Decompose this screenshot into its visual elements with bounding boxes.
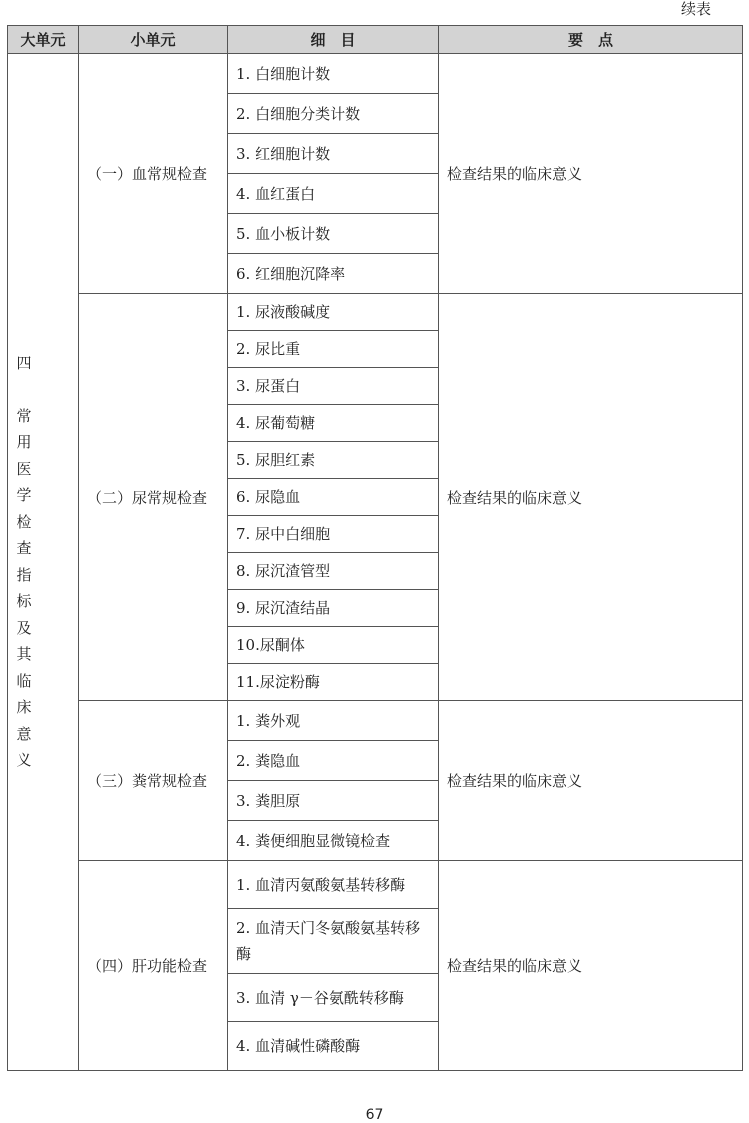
detail-item: 2. 白细胞分类计数 xyxy=(228,94,439,134)
detail-item: 4. 尿葡萄糖 xyxy=(228,405,439,442)
continued-label: 续表 xyxy=(680,0,711,18)
header-point: 要 点 xyxy=(439,26,743,54)
detail-item: 3. 粪胆原 xyxy=(228,781,439,821)
syllabus-table xyxy=(7,25,743,1071)
table-header-row xyxy=(8,26,743,54)
table-row xyxy=(8,294,743,331)
unit-cell xyxy=(8,54,79,1071)
detail-item: 5. 血小板计数 xyxy=(228,214,439,254)
detail-item: 2. 尿比重 xyxy=(228,331,439,368)
detail-item: 8. 尿沉渣管型 xyxy=(228,553,439,590)
detail-item: 6. 红细胞沉降率 xyxy=(228,254,439,294)
detail-item: 2. 血清天门冬氨酸氨基转移酶 xyxy=(228,909,439,974)
detail-item: 6. 尿隐血 xyxy=(228,479,439,516)
detail-item: 1. 血清丙氨酸氨基转移酶 xyxy=(228,861,439,909)
detail-item: 4. 血清碱性磷酸酶 xyxy=(228,1022,439,1071)
detail-item: 10.尿酮体 xyxy=(228,627,439,664)
detail-item: 11.尿淀粉酶 xyxy=(228,664,439,701)
detail-item: 3. 红细胞计数 xyxy=(228,134,439,174)
subunit-urine-routine: （二）尿常规检查 xyxy=(79,294,228,701)
point-blood-routine: 检查结果的临床意义 xyxy=(439,54,743,294)
subunit-stool-routine: （三）粪常规检查 xyxy=(79,701,228,861)
unit-number: 四 xyxy=(16,354,32,373)
table-row xyxy=(8,54,743,94)
header-unit: 大单元 xyxy=(8,26,79,54)
header-detail: 细 目 xyxy=(228,26,439,54)
point-stool-routine: 检查结果的临床意义 xyxy=(439,701,743,861)
detail-item: 2. 粪隐血 xyxy=(228,741,439,781)
detail-item: 1. 粪外观 xyxy=(228,701,439,741)
detail-item: 3. 血清 γ－谷氨酰转移酶 xyxy=(228,974,439,1022)
table-row xyxy=(8,701,743,741)
header-subunit: 小单元 xyxy=(79,26,228,54)
detail-item: 1. 尿液酸碱度 xyxy=(228,294,439,331)
detail-item: 7. 尿中白细胞 xyxy=(228,516,439,553)
detail-item: 4. 血红蛋白 xyxy=(228,174,439,214)
detail-item: 1. 白细胞计数 xyxy=(228,54,439,94)
table-row xyxy=(8,861,743,909)
page-number: 67 xyxy=(365,1107,384,1123)
point-urine-routine: 检查结果的临床意义 xyxy=(439,294,743,701)
detail-item: 3. 尿蛋白 xyxy=(228,368,439,405)
detail-item: 9. 尿沉渣结晶 xyxy=(228,590,439,627)
point-liver-function: 检查结果的临床意义 xyxy=(439,861,743,1071)
subunit-blood-routine: （一）血常规检查 xyxy=(79,54,228,294)
detail-item: 5. 尿胆红素 xyxy=(228,442,439,479)
unit-title: 四 常 用 医 学 检 查 指 标 及 其 临 床 意 义 xyxy=(16,350,32,774)
detail-item: 4. 粪便细胞显微镜检查 xyxy=(228,821,439,861)
subunit-liver-function: （四）肝功能检查 xyxy=(79,861,228,1071)
